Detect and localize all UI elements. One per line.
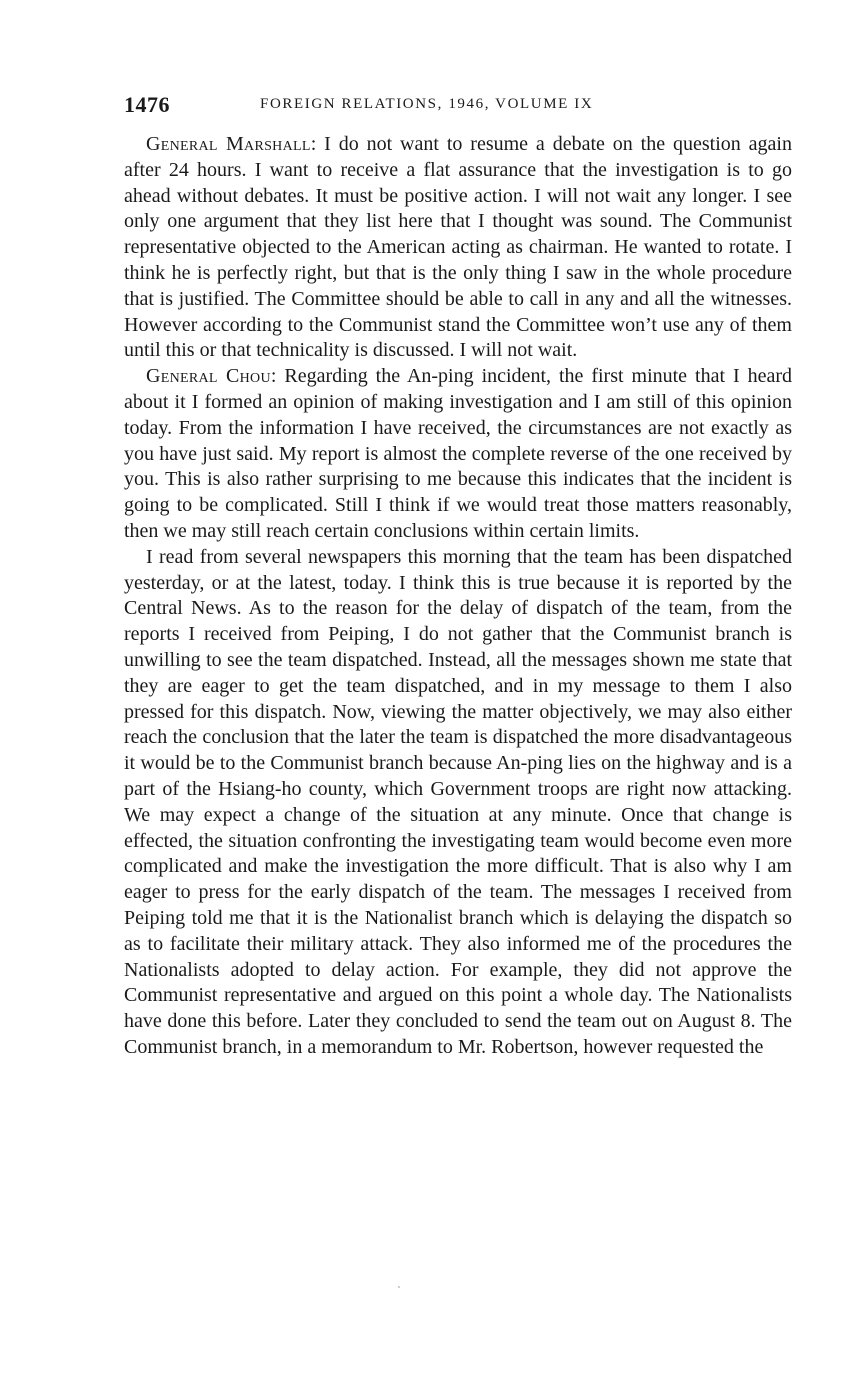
running-head (124, 92, 792, 122)
paragraph-text: Regarding the An-ping incident, the first minute that I heard about it I formed an opinion of making investigation and I am still of this opinion today. From the information I have received, the circumstances are not exactly as you have just said. My report is almost the complete reverse of the one received by you. This is also rather surprising to me because this indicates that the incident is going to be complicated. Still I think if we would treat those matters reasonably, then we may still reach certain conclusions within certain limits. (124, 365, 792, 542)
paragraph-text: I do not want to resume a debate on the question again after 24 hours. I want to receive a flat assurance that the investigation is to go ahead without debates. It must be positive action. I will not wait any longer. I see only one argument that they list here that I thought was sound. The Communist representative objected to the American acting as chairman. He wanted to rotate. I think he is perfectly right, but that is the only thing I saw in the whole procedure that is justified. The Committee should be able to call in any and all the witnesses. However according to the Communist stand the Committee won’t use any of them until this or that technicality is discussed. I will not wait. (124, 133, 792, 362)
speaker-name: General Chou (146, 365, 271, 388)
paragraph-chou-continued (124, 545, 792, 1061)
paragraph-text: I read from several newspapers this morning that the team has been dispatched yesterday, or at the latest, today. I think this is true because it is reported by the Central News. As to the reason for the delay of dispatch of the team, from the reports I received from Peiping, I do not gather that the Communist branch is unwilling to see the team dispatched. Instead, all the messages shown me state that they are eager to get the team dispatched, and in my message to them I also pressed for this dispatch. Now, viewing the matter objectively, we may also either reach the conclusion that the later the team is dispatched the more disadvantageous it would be to the Communist branch because An-ping lies on the highway and is a part of the Hsiang-ho county, which Government troops are right now attacking. We may expect a change of the situation at any minute. Once that change is effected, the situation confronting the investigating team would become even more complicated and make the investigation the more difficult. That is also why I am eager to press for the early dispatch of the team. The messages I received from Peiping told me that it is the Nationalist branch which is delaying the dispatch so as to facilitate their military attack. They also informed me of the procedures the Nationalists adopted to delay action. For example, they did not approve the Communist representative and argued on this point a whole day. The Nationalists have done this before. Later they concluded to send the team out on August 8. The Communist branch, in a memorandum to Mr. Robertson, however requested the (124, 545, 792, 1058)
paragraph-chou (124, 364, 792, 545)
speaker-name: General Marshall (146, 133, 311, 155)
page-number: 1476 (124, 92, 170, 117)
paragraph-marshall (124, 132, 792, 364)
document-page (124, 92, 792, 1061)
header-title: FOREIGN RELATIONS, 1946, VOLUME IX (260, 96, 594, 112)
speaker-separator: : (270, 365, 285, 388)
page-speck (398, 1286, 400, 1288)
speaker-separator: : (310, 133, 325, 155)
